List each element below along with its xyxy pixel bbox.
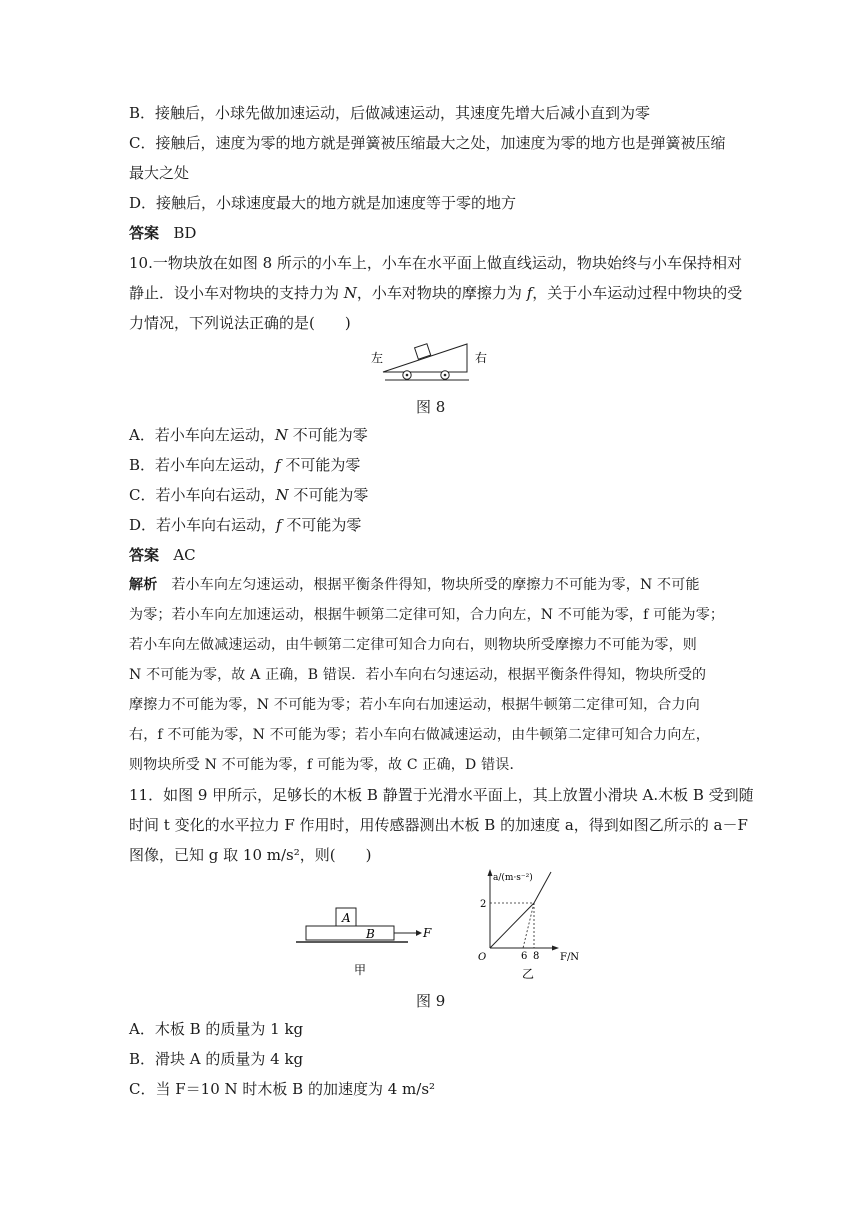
fig9-right-caption: 乙	[522, 967, 535, 981]
q10-option-b	[129, 455, 360, 475]
figure-9-caption: 图 9	[416, 992, 446, 1010]
q10-option-c	[129, 485, 368, 505]
answer-prev	[129, 223, 196, 243]
q11-option-a: A．木板 B 的质量为 1 kg	[129, 1020, 304, 1038]
answer-value: BD	[173, 224, 197, 242]
var-f: f	[526, 284, 533, 302]
figure-8-caption: 图 8	[416, 398, 446, 416]
q10-analysis-line4: N 不可能为零，故 A 正确，B 错误．若小车向右匀速运动，根据平衡条件得知，物块所受的	[129, 667, 707, 683]
q10-text: ，小车对物块的摩擦力为	[356, 284, 527, 302]
fig9-x-tick-8: 8	[533, 951, 540, 962]
option-var: f	[275, 456, 281, 474]
figure-8-cart	[365, 340, 495, 384]
fig9-y-arrow	[488, 869, 493, 876]
fig9-x-axis-label: F/N	[560, 952, 580, 963]
fig8-left-label: 左	[371, 351, 384, 365]
option-text: 不可能为零	[281, 516, 362, 534]
option-c-prev-line1: C．接触后，速度为零的地方就是弹簧被压缩最大之处，加速度为零的地方也是弹簧被压缩	[129, 134, 726, 152]
fig9-board-b-label: B	[366, 927, 375, 941]
q10-analysis-line1	[129, 575, 700, 595]
fig9-x-arrow	[552, 946, 559, 951]
option-b-prev: B．接触后，小球先做加速运动，后做减速运动，其速度先增大后减小直到为零	[129, 104, 651, 122]
q10-analysis-line2: 为零；若小车向左加速运动，根据牛顿第二定律可知，合力向左，N 不可能为零，f 可能为零；	[129, 607, 725, 623]
option-var: N	[275, 486, 289, 504]
fig8-wheel-hub	[406, 374, 409, 377]
q10-option-d	[129, 515, 361, 535]
option-var: N	[274, 426, 288, 444]
q10-answer	[129, 545, 196, 565]
option-text: B．若小车向左运动，	[129, 456, 276, 474]
q10-analysis-line5: 摩擦力不可能为零，N 不可能为零；若小车向右加速运动，根据牛顿第二定律可知，合力向	[129, 697, 700, 713]
option-c-prev-line2: 最大之处	[129, 164, 190, 182]
option-text: 不可能为零	[288, 486, 369, 504]
q11-option-b: B．滑块 A 的质量为 4 kg	[129, 1050, 304, 1068]
fig9-board-b	[306, 926, 394, 940]
fig9-x-tick-6: 6	[521, 951, 528, 962]
q10-analysis-line7: 则物块所受 N 不可能为零，f 可能为零，故 C 正确，D 错误．	[129, 757, 524, 773]
fig9-line-segment-2	[534, 872, 551, 903]
q11-option-c: C．当 F＝10 N 时木板 B 的加速度为 4 m/s²	[129, 1080, 436, 1098]
option-text: C．若小车向右运动，	[129, 486, 276, 504]
fig8-wheel-hub	[444, 374, 447, 377]
fig9-arrow-head	[416, 930, 422, 936]
answer-label: 答案	[129, 224, 160, 242]
answer-value: AC	[173, 546, 196, 564]
option-var: f	[276, 516, 282, 534]
option-text: A．若小车向左运动，	[129, 426, 275, 444]
figure-9-right-graph	[472, 866, 584, 982]
q10-stem-line2	[129, 283, 742, 303]
fig9-block-a-label: A	[342, 911, 351, 925]
q10-analysis-line3: 若小车向左做减速运动，由牛顿第二定律可知合力向右，则物块所受摩擦力不可能为零，则	[129, 637, 697, 653]
q10-stem-line3: 力情况，下列说法正确的是( )	[129, 314, 351, 332]
q10-text: ，关于小车运动过程中物块的受	[532, 284, 743, 302]
option-text: 不可能为零	[280, 456, 361, 474]
fig9-dash-extension	[523, 903, 534, 948]
q10-option-a	[129, 425, 368, 445]
var-n: N	[343, 284, 357, 302]
option-text: 不可能为零	[287, 426, 368, 444]
fig9-line-segment-1	[490, 903, 534, 948]
fig9-y-axis-label: a/(m·s⁻²)	[493, 873, 533, 883]
analysis-label: 解析	[129, 577, 158, 593]
option-text: D．若小车向右运动，	[129, 516, 277, 534]
q10-text: 静止．设小车对物块的支持力为	[129, 284, 344, 302]
analysis-text: 若小车向左匀速运动，根据平衡条件得知，物块所受的摩擦力不可能为零，N 不可能	[171, 577, 700, 593]
option-d-prev: D．接触后，小球速度最大的地方就是加速度等于零的地方	[129, 194, 517, 212]
q11-stem-line1: 11．如图 9 甲所示，足够长的木板 B 静置于光滑水平面上，其上放置小滑块 A.木板 B 受到随	[129, 786, 754, 804]
fig9-origin-label: O	[478, 952, 487, 963]
fig8-right-label: 右	[475, 351, 488, 365]
answer-label: 答案	[129, 546, 160, 564]
q11-stem-line3: 图像，已知 g 取 10 m/s²，则( )	[129, 846, 372, 864]
fig9-force-label: F	[423, 926, 432, 940]
fig9-y-tick-2: 2	[480, 899, 487, 910]
q10-stem-line1: 10.一物块放在如图 8 所示的小车上，小车在水平面上做直线运动，物块始终与小车保持相对	[129, 254, 742, 272]
q11-stem-line2: 时间 t 变化的水平拉力 F 作用时，用传感器测出木板 B 的加速度 a，得到如图乙所示的 a－F	[129, 816, 748, 834]
q10-analysis-line6: 右，f 不可能为零，N 不可能为零；若小车向右做减速运动，由牛顿第二定律可知合力向左，	[129, 727, 710, 743]
figure-9-left-board	[296, 900, 441, 980]
fig9-left-caption: 甲	[354, 963, 367, 977]
